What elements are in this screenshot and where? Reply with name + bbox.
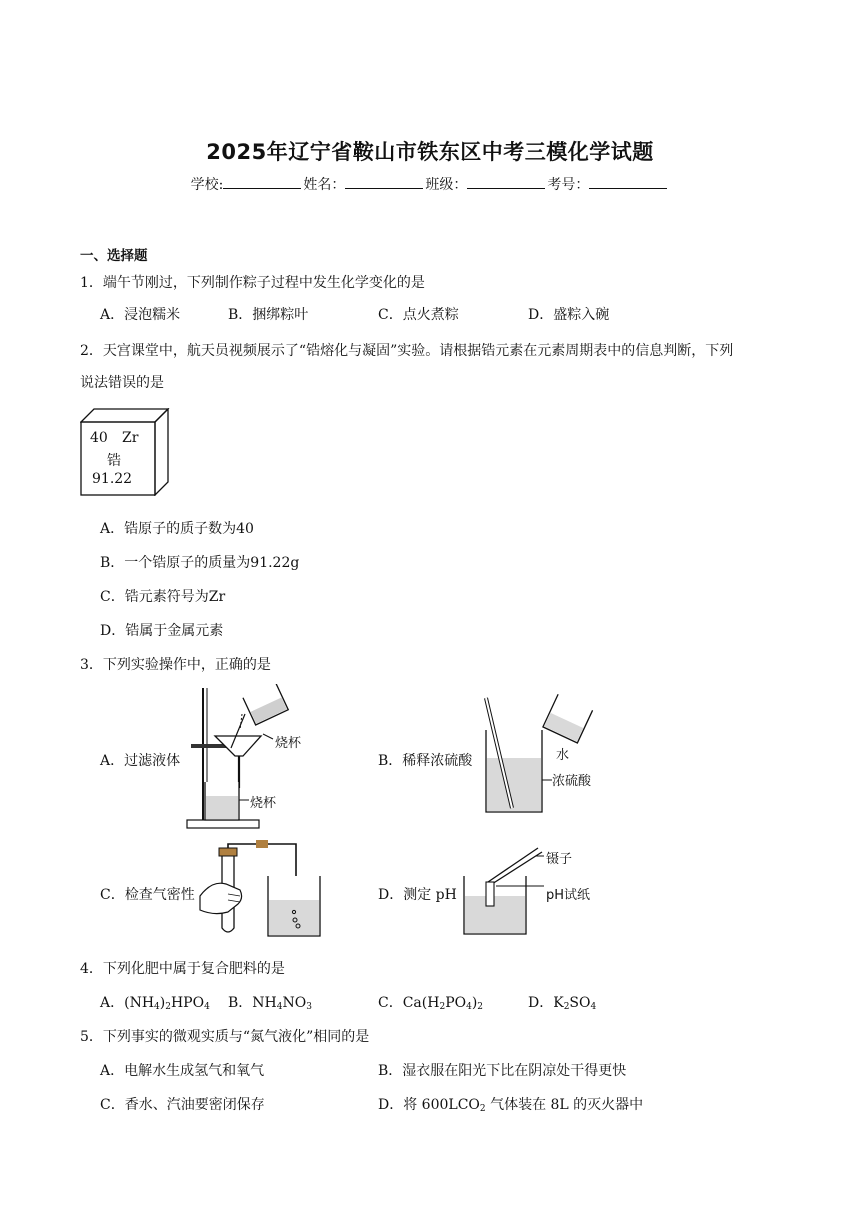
figure-dilution [476, 690, 616, 820]
element-symbol: Zr [122, 430, 139, 446]
school-blank [223, 176, 301, 189]
q2-stem-line1: 2．天宫课堂中，航天员视频展示了“锆熔化与凝固”实验。请根据锆元素在元素周期表中的信息判断，下列 [80, 343, 734, 359]
q1-option-b: B．捆绑粽叶 [228, 307, 309, 323]
element-card [80, 408, 170, 496]
q3-option-a: A．过滤液体 [100, 753, 181, 769]
q3-option-c: C．检查气密性 [100, 887, 195, 903]
element-mass: 91.22 [92, 471, 133, 487]
name-label: 姓名： [303, 177, 346, 193]
q2-option-c: C．锆元素符号为Zr [100, 589, 226, 605]
figure-airtight [198, 840, 328, 940]
ph-illustration [460, 846, 620, 938]
exam-title: 2025年辽宁省鞍山市铁东区中考三模化学试题 [206, 140, 654, 164]
fig-a-label-top: 烧杯 [275, 736, 302, 751]
q2-option-d: D．锆属于金属元素 [100, 623, 224, 639]
q5-option-a: A．电解水生成氢气和氧气 [100, 1063, 265, 1079]
q4-stem: 4．下列化肥中属于复合肥料的是 [80, 961, 285, 977]
q3-option-d: D．测定 pH [378, 887, 457, 903]
student-info-line [0, 174, 860, 194]
q1-option-d: D．盛粽入碗 [528, 307, 610, 323]
fig-a-label-bottom: 烧杯 [250, 796, 277, 811]
element-name: 锆 [107, 453, 121, 469]
q2-option-b: B．一个锆原子的质量为91.22g [100, 555, 300, 571]
q5-option-d: D．将 $600LCO_2$ 气体装在 8L 的灭火器中 [378, 1097, 644, 1114]
fig-d-label-tweezers: 镊子 [546, 852, 573, 867]
q1-option-a: A．浸泡糯米 [100, 307, 181, 323]
q1-option-c: C．点火煮粽 [378, 307, 459, 323]
school-label: 学校: [190, 177, 224, 193]
exam-no-blank [589, 176, 667, 189]
q4-option-b: B．$NH_4NO_3$ [228, 995, 312, 1012]
class-blank [467, 176, 545, 189]
fig-b-label-water: 水 [556, 748, 570, 763]
figure-ph-test [460, 846, 620, 938]
q2-option-a: A．锆原子的质子数为40 [100, 521, 254, 537]
q4-option-c: C．$Ca(H_2PO_4)_2$ [378, 995, 484, 1012]
q1-stem: 1．端午节刚过，下列制作粽子过程中发生化学变化的是 [80, 275, 425, 291]
filtration-illustration [185, 684, 310, 832]
name-blank [345, 176, 423, 189]
q5-option-c: C．香水、汽油要密闭保存 [100, 1097, 265, 1113]
element-atomic-number: 40 [90, 430, 108, 446]
airtight-illustration [198, 840, 328, 940]
q4-option-d: D．$K_2SO_4$ [528, 995, 597, 1012]
q3-stem: 3．下列实验操作中，正确的是 [80, 657, 271, 673]
q5-stem: 5．下列事实的微观实质与“氮气液化”相同的是 [80, 1029, 370, 1045]
q2-stem-line2: 说法错误的是 [80, 375, 164, 391]
class-label: 班级： [425, 177, 468, 193]
fig-d-label-paper: pH试纸 [546, 888, 591, 903]
q5-option-b: B．湿衣服在阳光下比在阴凉处干得更快 [378, 1063, 627, 1079]
section-heading: 一、选择题 [80, 248, 148, 264]
fig-b-label-acid: 浓硫酸 [552, 774, 592, 789]
dilution-illustration [476, 690, 616, 820]
exam-no-label: 考号： [547, 177, 590, 193]
q4-option-a: A．$(NH_4)_2HPO_4$ [100, 995, 210, 1012]
q3-option-b: B．稀释浓硫酸 [378, 753, 473, 769]
figure-filtration [185, 684, 310, 832]
